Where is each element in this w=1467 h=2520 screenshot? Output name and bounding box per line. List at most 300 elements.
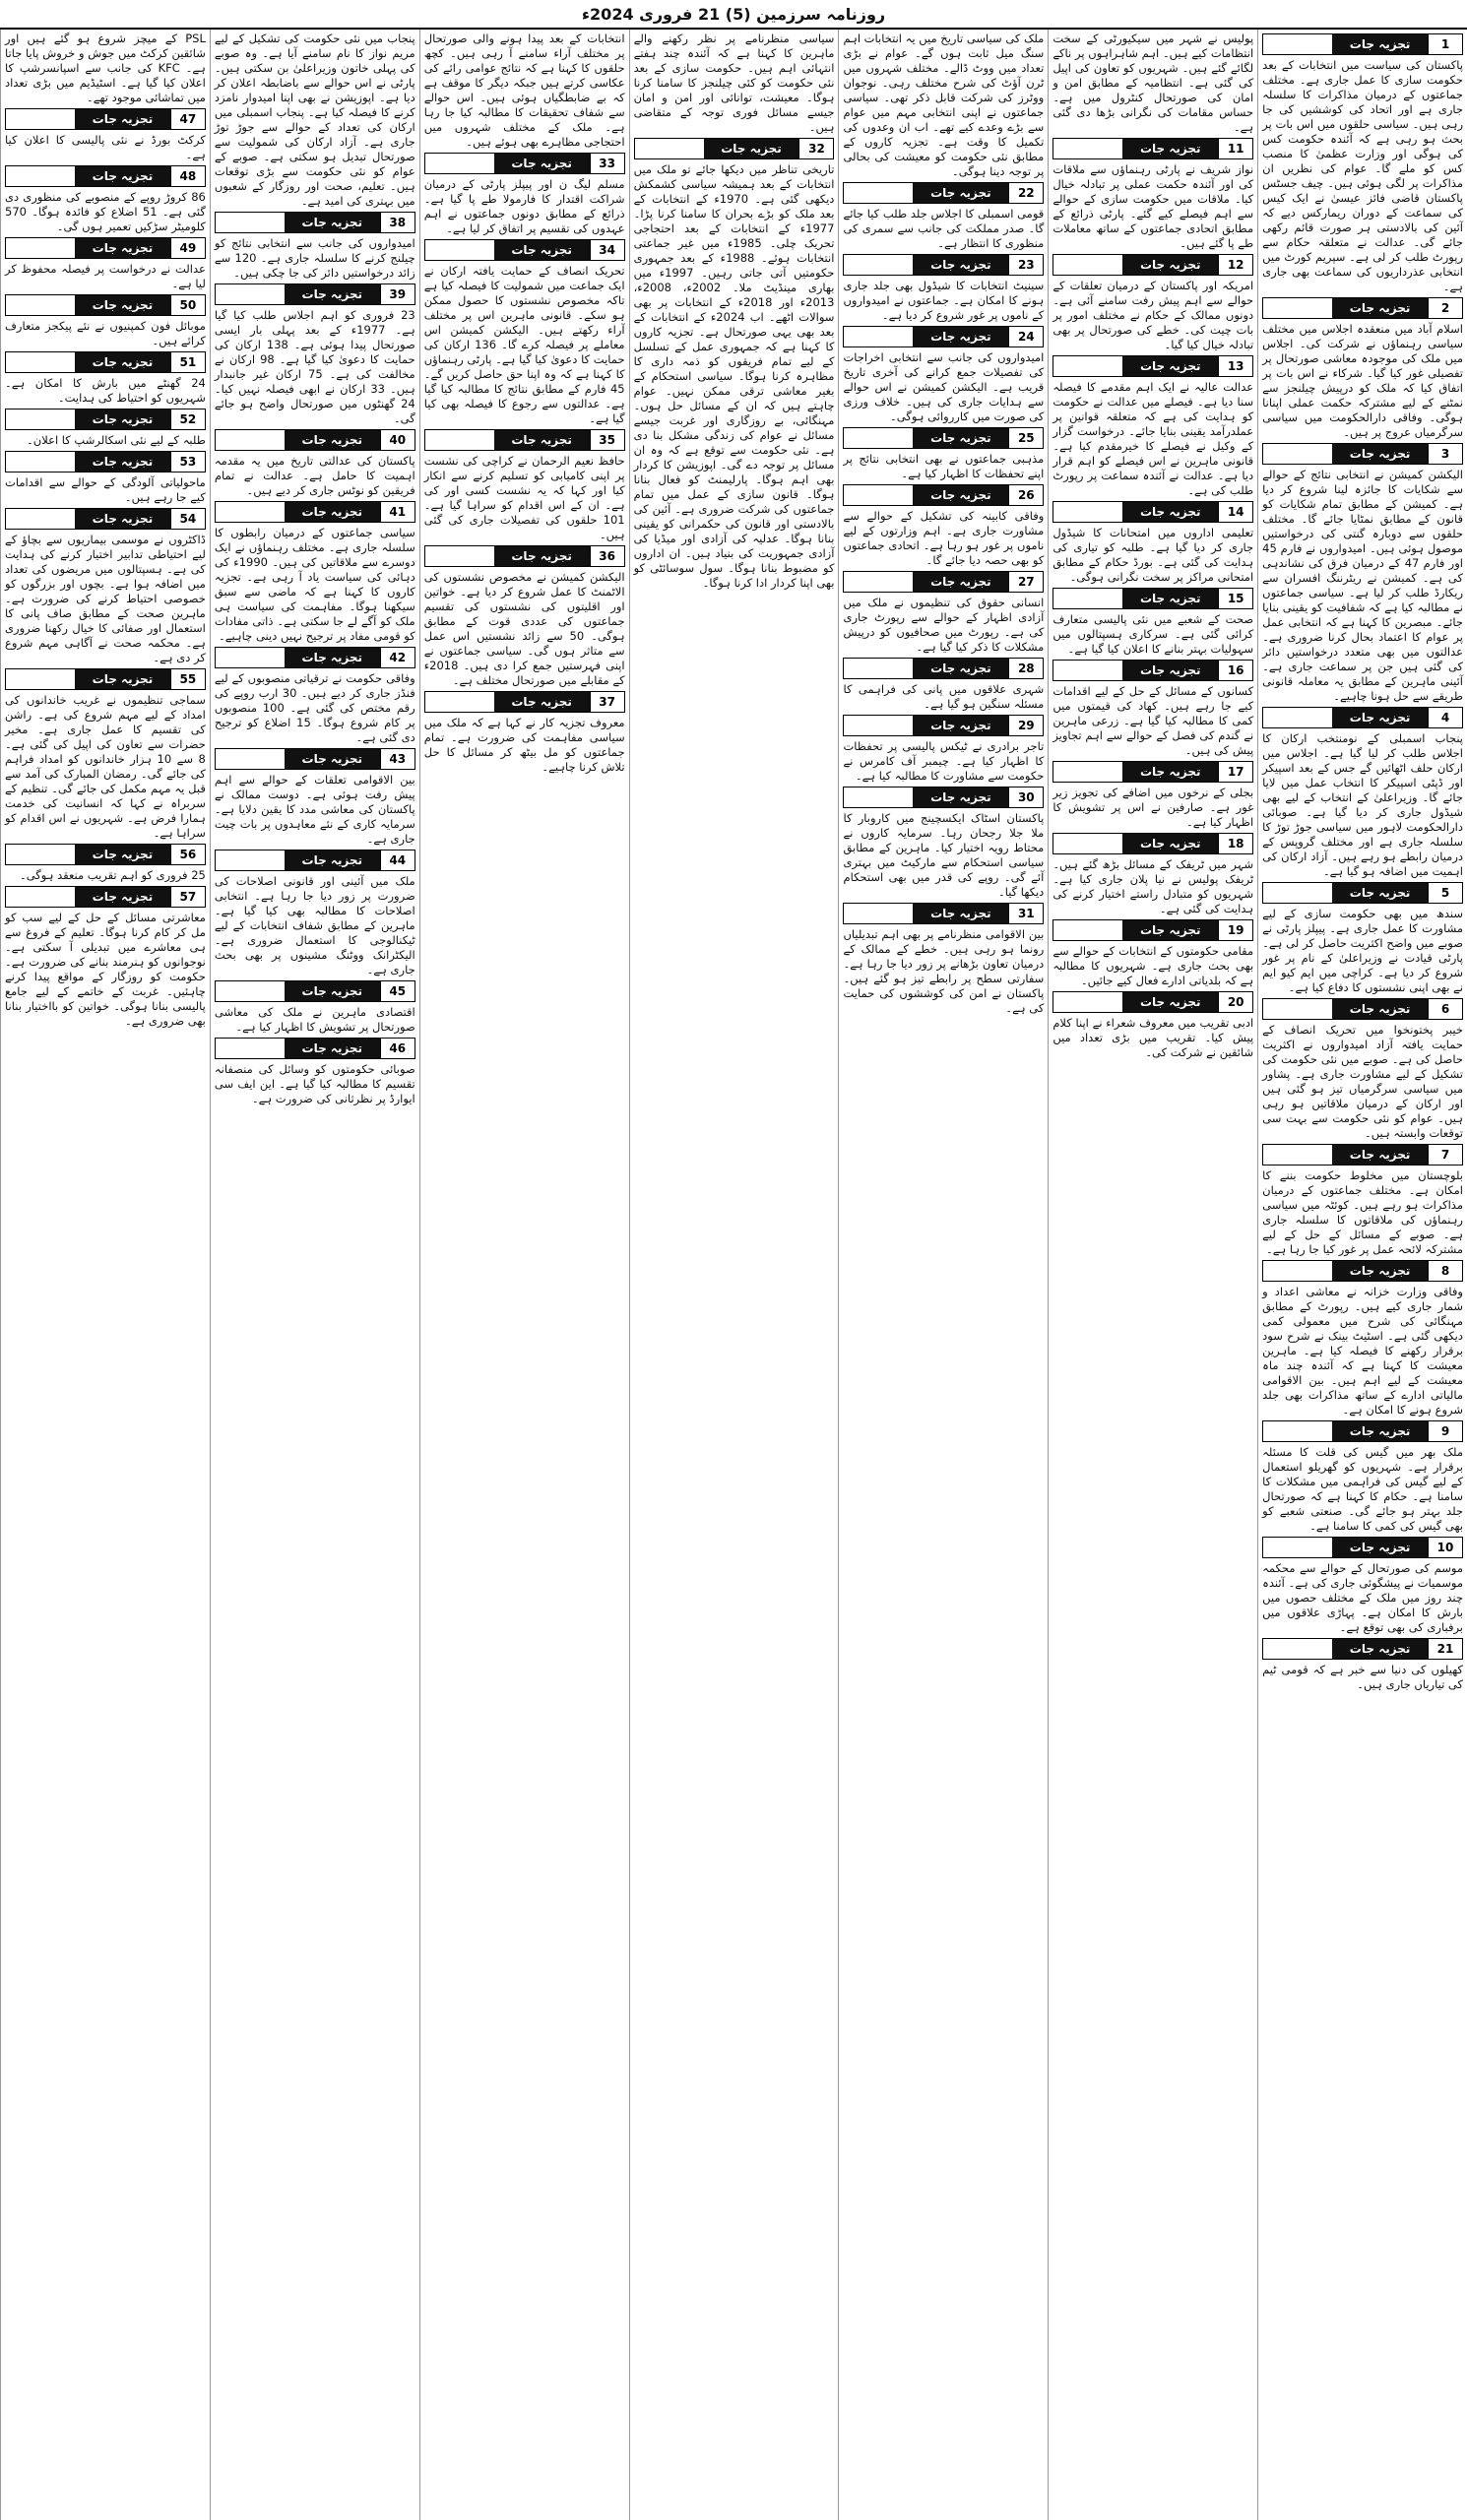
article-section-label: تجزیہ جات — [1122, 920, 1218, 940]
article-section-label: تجزیہ جات — [1122, 992, 1218, 1012]
article-number: 23 — [1008, 255, 1043, 275]
article-item — [1052, 32, 1253, 135]
header-spacer — [1263, 34, 1332, 54]
article-header — [424, 239, 625, 261]
header-spacer — [1263, 1261, 1332, 1281]
article-item — [843, 658, 1044, 712]
article-section-label: تجزیہ جات — [75, 352, 170, 372]
article-section-label: تجزیہ جات — [75, 509, 170, 529]
article-number: 5 — [1428, 883, 1462, 903]
article-item — [1262, 1420, 1463, 1534]
header-spacer — [6, 669, 75, 689]
article-body: بین الاقوامی تعلقات کے حوالے سے اہم پیش رفت ہوئی ہے۔ دوست ممالک نے پاکستان کی معاشی مدد کا یقین دلایا ہے۔ سرمایہ کاری کے نئے معاہدوں پر بات چیت جاری ہے۔ — [214, 773, 415, 846]
article-number: 53 — [170, 452, 205, 472]
article-header — [1052, 501, 1253, 523]
article-number: 26 — [1008, 485, 1043, 505]
article-section-label: تجزیہ جات — [1332, 1538, 1428, 1557]
article-number: 33 — [590, 154, 624, 173]
article-item — [424, 691, 625, 775]
article-number: 3 — [1428, 444, 1462, 464]
header-spacer — [6, 352, 75, 372]
article-body: نواز شریف نے پارٹی رہنماؤں سے ملاقات کی اور آئندہ حکمت عملی پر تبادلہ خیال کیا۔ ملاقات میں حکومت سازی کے حوالے سے اہم فیصلے کیے گئے۔ پارٹی ذرائع کے مطابق اتحادی جماعتوں کے ساتھ معاملات طے پا گئے ہیں۔ — [1052, 162, 1254, 250]
article-number: 46 — [380, 1039, 415, 1058]
article-section-label: تجزیہ جات — [1332, 999, 1428, 1019]
header-spacer — [6, 166, 75, 186]
header-spacer — [1263, 883, 1332, 903]
article-section-label: تجزیہ جات — [494, 692, 590, 712]
article-section-label: تجزیہ جات — [1122, 834, 1218, 853]
article-column — [838, 30, 1048, 2520]
article-section-label: تجزیہ جات — [75, 166, 170, 186]
article-header — [843, 658, 1044, 679]
header-spacer — [216, 502, 285, 522]
article-item — [843, 182, 1044, 251]
article-number: 14 — [1218, 502, 1252, 522]
article-body: بلوچستان میں مخلوط حکومت بننے کا امکان ہے۔ مختلف جماعتوں کے درمیان مذاکرات ہو رہے ہیں۔ کوئٹہ میں سیاسی رہنماؤں کی ملاقاتوں کا سلسلہ جاری ہے۔ صوبے کے مسائل کے حل کے لیے مشترکہ لائحہ عمل پر غور کیا جا رہا ہے۔ — [1262, 1168, 1463, 1256]
article-number: 15 — [1218, 589, 1252, 608]
article-header — [843, 787, 1044, 808]
article-body: PSL کے میچز شروع ہو گئے ہیں اور شائقین کرکٹ میں جوش و خروش پایا جاتا ہے۔ KFC کی جانب سے اسپانسرشپ کا اعلان کیا گیا ہے۔ اسٹیڈیم میں بڑی تعداد میں تماشائی موجود تھے۔ — [5, 32, 206, 104]
article-section-label: تجزیہ جات — [913, 904, 1008, 923]
article-number: 45 — [380, 981, 415, 1001]
article-section-label: تجزیہ جات — [285, 284, 380, 304]
article-header — [843, 254, 1044, 276]
article-section-label: تجزیہ جات — [913, 327, 1008, 346]
header-spacer — [425, 692, 494, 712]
article-header — [1052, 588, 1253, 609]
article-section-label: تجزیہ جات — [75, 845, 170, 864]
article-item — [1052, 355, 1253, 498]
article-number: 6 — [1428, 999, 1462, 1019]
article-item — [1262, 707, 1463, 879]
header-spacer — [844, 327, 913, 346]
article-number: 50 — [170, 295, 205, 315]
article-header — [843, 484, 1044, 506]
article-section-label: تجزیہ جات — [285, 213, 380, 232]
article-header — [5, 237, 206, 259]
article-item — [1052, 761, 1253, 830]
article-item — [1262, 1260, 1463, 1418]
article-item — [1262, 1638, 1463, 1692]
article-header — [215, 748, 415, 770]
article-body: عدالت نے درخواست پر فیصلہ محفوظ کر لیا ہے۔ — [5, 262, 206, 290]
header-spacer — [1053, 255, 1122, 275]
article-body: 86 کروڑ روپے کے منصوبے کی منظوری دی گئی ہے۔ 51 اضلاع کو فائدہ ہوگا۔ 570 کلومیٹر سڑکیں تعمیر ہوں گی۔ — [5, 190, 206, 233]
header-spacer — [6, 295, 75, 315]
article-section-label: تجزیہ جات — [75, 238, 170, 258]
header-spacer — [6, 845, 75, 864]
article-section-label: تجزیہ جات — [1122, 139, 1218, 158]
header-spacer — [6, 109, 75, 129]
article-section-label: تجزیہ جات — [1332, 1145, 1428, 1165]
article-body: مقامی حکومتوں کے انتخابات کے حوالے سے بھی بحث جاری ہے۔ شہریوں کا مطالبہ ہے کہ بلدیاتی ادارے فعال کیے جائیں۔ — [1052, 944, 1254, 987]
article-header — [5, 451, 206, 472]
article-item — [1052, 588, 1253, 657]
article-item — [843, 787, 1044, 900]
article-section-label: تجزیہ جات — [75, 295, 170, 315]
article-item — [5, 508, 206, 665]
article-number: 35 — [590, 430, 624, 450]
header-spacer — [844, 255, 913, 275]
header-spacer — [1053, 762, 1122, 782]
header-spacer — [635, 139, 704, 158]
article-header — [5, 844, 206, 865]
article-body: تاجر برادری نے ٹیکس پالیسی پر تحفظات کا اظہار کیا ہے۔ چیمبر آف کامرس نے حکومت سے مشاورت کا مطالبہ کیا ہے۔ — [843, 739, 1045, 783]
header-spacer — [6, 887, 75, 907]
header-spacer — [1053, 920, 1122, 940]
header-spacer — [6, 509, 75, 529]
article-header — [1262, 1537, 1463, 1558]
article-number: 44 — [380, 850, 415, 870]
article-body: ماحولیاتی آلودگی کے حوالے سے اقدامات کیے جا رہے ہیں۔ — [5, 475, 206, 504]
article-body: معاشرتی مسائل کے حل کے لیے سب کو مل کر کام کرنا ہوگا۔ تعلیم کے فروغ سے ہی معاشرے میں تبدیلی آ سکتی ہے۔ نوجوانوں کو ہنرمند بنانے کی ضرورت ہے۔ حکومت کو روزگار کے مواقع پیدا کرنے چاہئیں۔ غربت کے خاتمے کے لیے جامع پالیسی بنانا ہوگی۔ خواتین کو بااختیار بنانا بھی ضروری ہے۔ — [5, 911, 206, 1028]
article-item — [215, 32, 415, 209]
article-item — [215, 212, 415, 281]
article-body: وفاقی کابینہ کی تشکیل کے حوالے سے مشاورت جاری ہے۔ اہم وزارتوں کے لیے ناموں پر غور ہو رہا ہے۔ اتحادی جماعتوں کو بھی حصہ دیا جائے گا۔ — [843, 509, 1045, 567]
article-item — [634, 138, 835, 591]
article-item — [843, 903, 1044, 1016]
header-spacer — [844, 183, 913, 203]
article-item — [634, 32, 835, 135]
article-section-label: تجزیہ جات — [1122, 661, 1218, 680]
article-header — [843, 715, 1044, 736]
article-column — [0, 30, 210, 2520]
article-header — [215, 284, 415, 305]
article-body: حافظ نعیم الرحمان نے کراچی کی نشست پر اپنی کامیابی کو تسلیم کرنے سے انکار کیا اور کہا کہ یہ نشست کسی اور کی ہے۔ ان کے اس اقدام کو سراہا گیا ہے۔ 101 حلقوں کی تفصیلات جاری کی گئی ہیں۔ — [423, 454, 625, 541]
article-header — [1052, 833, 1253, 854]
article-item — [1052, 919, 1253, 988]
article-item — [424, 153, 625, 236]
article-body: ادبی تقریب میں معروف شعراء نے اپنا کلام پیش کیا۔ تقریب میں بڑی تعداد میں شائقین نے شرکت کی۔ — [1052, 1016, 1254, 1059]
article-number: 41 — [380, 502, 415, 522]
article-item — [1262, 297, 1463, 440]
article-number: 22 — [1008, 183, 1043, 203]
article-item — [5, 237, 206, 291]
header-spacer — [216, 648, 285, 667]
article-header — [1262, 443, 1463, 465]
article-body: عدالت عالیہ نے ایک اہم مقدمے کا فیصلہ سنا دیا ہے۔ فیصلے میں عدالت نے حکومت کو ہدایت کی ہے کہ متعلقہ قوانین پر عملدرآمد یقینی بنایا جائے۔ درخواست گزار کے وکیل نے فیصلے کا خیرمقدم کیا ہے۔ قانونی ماہرین نے اس فیصلے کو اہم قرار دیا ہے۔ عدالت نے آئندہ سماعت پر رپورٹ طلب کی ہے۔ — [1052, 380, 1254, 497]
header-spacer — [1053, 661, 1122, 680]
article-item — [215, 647, 415, 745]
article-number: 25 — [1008, 428, 1043, 448]
article-body: بین الاقوامی منظرنامے پر بھی اہم تبدیلیاں رونما ہو رہی ہیں۔ خطے کے ممالک کے درمیان تعاون بڑھانے پر زور دیا جا رہا ہے۔ سفارتی سطح پر رابطے تیز ہو گئے ہیں۔ پاکستان نے امن کی کوششوں کی حمایت کی ہے۔ — [843, 927, 1045, 1015]
article-number: 2 — [1428, 298, 1462, 318]
article-section-label: تجزیہ جات — [1122, 502, 1218, 522]
article-item — [424, 545, 625, 688]
header-spacer — [425, 240, 494, 260]
article-number: 36 — [590, 546, 624, 566]
article-header — [215, 850, 415, 871]
article-item — [1262, 882, 1463, 995]
article-column — [1257, 30, 1467, 2520]
article-item — [1262, 1144, 1463, 1257]
newspaper-page — [0, 30, 1467, 2520]
article-section-label: تجزیہ جات — [1332, 1421, 1428, 1441]
article-item — [1052, 991, 1253, 1060]
article-body: امیدواروں کی جانب سے انتخابی اخراجات کی تفصیلات جمع کرانے کی آخری تاریخ قریب ہے۔ الیکشن کمیشن نے اس حوالے سے ہدایات جاری کی ہیں۔ خلاف ورزی کی صورت میں کارروائی ہوگی۔ — [843, 350, 1045, 423]
article-number: 34 — [590, 240, 624, 260]
article-body: سیاسی منظرنامے پر نظر رکھنے والے ماہرین کا کہنا ہے کہ آئندہ چند ہفتے انتہائی اہم ہیں۔ حکومت سازی کے بعد نئی حکومت کو کئی چیلنجز کا سامنا کرنا ہوگا۔ معیشت، توانائی اور امن و امان جیسے مسائل فوری توجہ کے متقاضی ہیں۔ — [633, 32, 835, 134]
article-number: 56 — [170, 845, 205, 864]
article-section-label: تجزیہ جات — [75, 109, 170, 129]
article-item — [843, 427, 1044, 481]
article-number: 32 — [798, 139, 833, 158]
article-body: خیبر پختونخوا میں تحریک انصاف کے حمایت یافتہ آزاد امیدواروں نے اکثریت حاصل کی ہے۔ صوبے میں نئی حکومت کی تشکیل کے لیے مشاورت جاری ہے۔ پشاور میں سیاسی سرگرمیاں تیز ہو گئی ہیں اور ارکان کے درمیان ملاقاتیں ہو رہی ہیں۔ عوام کو نئی حکومت سے بہت سی توقعات وابستہ ہیں۔ — [1262, 1023, 1463, 1140]
article-item — [1052, 660, 1253, 758]
article-number: 52 — [170, 410, 205, 429]
article-number: 38 — [380, 213, 415, 232]
article-body: سندھ میں بھی حکومت سازی کے لیے مشاورت کا عمل جاری ہے۔ پیپلز پارٹی نے صوبے میں واضح اکثریت حاصل کر لی ہے۔ پارٹی قیادت نے وزیراعلیٰ کے نام پر غور شروع کر دیا ہے۔ کراچی میں ایم کیو ایم نے بھی اپنی نشستوں کا دفاع کیا ہے۔ — [1262, 907, 1463, 994]
header-spacer — [1263, 298, 1332, 318]
article-section-label: تجزیہ جات — [285, 749, 380, 769]
article-section-label: تجزیہ جات — [913, 788, 1008, 807]
header-spacer — [1263, 1538, 1332, 1557]
article-item — [5, 108, 206, 162]
article-body: امیدواروں کی جانب سے انتخابی نتائج کو چیلنج کرنے کا سلسلہ جاری ہے۔ 120 سے زائد درخواستیں دائر کی جا چکی ہیں۔ — [214, 236, 415, 280]
article-number: 9 — [1428, 1421, 1462, 1441]
article-item — [1262, 998, 1463, 1141]
article-item — [5, 165, 206, 234]
article-body: الیکشن کمیشن نے مخصوص نشستوں کی الاٹمنٹ کا عمل شروع کر دیا ہے۔ خواتین اور اقلیتوں کی نشستوں کی تقسیم جماعتوں کی عددی قوت کے مطابق ہوگی۔ 50 سے زائد نشستیں اس عمل سے متاثر ہوں گی۔ سیاسی جماعتوں نے اپنی فہرستیں جمع کرا دی ہیں۔ 2018ء کے مقابلے میں صورتحال مختلف ہے۔ — [423, 570, 625, 687]
article-item — [215, 1038, 415, 1106]
article-number: 17 — [1218, 762, 1252, 782]
article-body: پنجاب اسمبلی کے نومنتخب ارکان کا اجلاس طلب کر لیا گیا ہے۔ اجلاس میں ارکان حلف اٹھائیں گے جس کے بعد اسپیکر اور ڈپٹی اسپیکر کا انتخاب عمل میں لایا جائے گا۔ وزیراعلیٰ کے انتخاب کے لیے بھی شیڈول جاری کر دیا گیا ہے۔ صوبائی دارالحکومت لاہور میں سیاسی جوڑ توڑ کا سلسلہ جاری ہے اور مختلف گروپس کے درمیان رابطے ہو رہے ہیں۔ آزاد ارکان کی اہمیت میں اضافہ ہو گیا ہے۔ — [1262, 731, 1463, 878]
article-header — [5, 886, 206, 908]
article-body: قومی اسمبلی کا اجلاس جلد طلب کیا جائے گا۔ صدر مملکت کی جانب سے سمری کی منظوری کا انتظار ہے۔ — [843, 207, 1045, 250]
article-number: 28 — [1008, 659, 1043, 678]
article-section-label: تجزیہ جات — [913, 183, 1008, 203]
article-number: 54 — [170, 509, 205, 529]
header-spacer — [844, 572, 913, 592]
article-item — [5, 351, 206, 406]
article-item — [5, 32, 206, 105]
article-header — [1262, 998, 1463, 1020]
article-section-label: تجزیہ جات — [1332, 1639, 1428, 1659]
article-number: 43 — [380, 749, 415, 769]
article-header — [215, 1038, 415, 1059]
article-section-label: تجزیہ جات — [913, 255, 1008, 275]
header-spacer — [1053, 589, 1122, 608]
header-spacer — [1263, 1145, 1332, 1165]
article-body: پاکستان کی سیاست میں انتخابات کے بعد حکومت سازی کا عمل جاری ہے۔ مختلف جماعتوں کے درمیان مذاکرات کا سلسلہ جاری ہے اور اتحاد کی کوششیں کی جا رہی ہیں۔ سیاسی حلقوں میں اس بات پر بحث ہو رہی ہے کہ آئندہ حکومت کس کی ہوگی اور وزارت عظمیٰ کا منصب کس کو ملے گا۔ عوام کی نظریں ان مذاکرات پر لگی ہوئی ہیں۔ چیف جسٹس پاکستان قاضی فائز عیسیٰ نے ایک کیس کی سماعت کے دوران ریمارکس دیے کہ آئین کی بالادستی ہر صورت قائم رکھی جائے گی۔ عدالت نے متعلقہ حکام سے رپورٹ طلب کر لی ہے۔ سپریم کورٹ میں انتخابی عذرداریوں کی سماعت بھی جاری ہے۔ — [1262, 58, 1463, 293]
article-item — [1262, 443, 1463, 704]
article-header — [1262, 882, 1463, 904]
article-body: ملک کی سیاسی تاریخ میں یہ انتخابات اہم سنگ میل ثابت ہوں گے۔ عوام نے بڑی تعداد میں ووٹ ڈالے۔ مختلف شہروں میں ٹرن آؤٹ کی شرح مختلف رہی۔ نوجوان ووٹرز کی شرکت قابل ذکر تھی۔ سیاسی جماعتوں نے اپنی انتخابی مہم میں عوام سے بڑے وعدے کیے تھے۔ اب ان وعدوں کی تکمیل کا وقت ہے۔ تجزیہ کاروں کے مطابق نئی حکومت کو معیشت کی بحالی پر توجہ دینا ہوگی۔ — [843, 32, 1045, 178]
article-section-label: تجزیہ جات — [75, 669, 170, 689]
article-section-label: تجزیہ جات — [75, 887, 170, 907]
header-spacer — [6, 452, 75, 472]
article-item — [215, 501, 415, 644]
article-header — [5, 165, 206, 187]
article-header — [215, 212, 415, 233]
article-number: 18 — [1218, 834, 1252, 853]
article-body: 23 فروری کو اہم اجلاس طلب کیا گیا ہے۔ 1977ء کے بعد پہلی بار ایسی صورتحال پیدا ہوئی ہے۔ 138 ارکان کی حمایت کا دعویٰ کیا گیا ہے۔ 98 ارکان نے مخالفت کی ہے۔ 75 ارکان غیر جانبدار ہیں۔ 33 ارکان نے ابھی فیصلہ نہیں کیا۔ 24 گھنٹوں میں صورتحال واضح ہو جائے گی۔ — [214, 308, 415, 425]
article-item — [5, 451, 206, 505]
page-masthead: روزنامہ سرزمین (5) 21 فروری 2024ء — [0, 0, 1467, 30]
header-spacer — [6, 410, 75, 429]
article-number: 57 — [170, 887, 205, 907]
header-spacer — [1263, 1639, 1332, 1659]
article-body: شہری علاقوں میں پانی کی فراہمی کا مسئلہ سنگین ہو گیا ہے۔ — [843, 682, 1045, 711]
header-spacer — [425, 546, 494, 566]
article-item — [215, 850, 415, 977]
header-spacer — [844, 788, 913, 807]
article-header — [1052, 919, 1253, 941]
article-item — [1052, 254, 1253, 352]
article-body: تحریک انصاف کے حمایت یافتہ ارکان نے ایک جماعت میں شمولیت کا فیصلہ کیا ہے تاکہ مخصوص نشستوں کا حصول ممکن ہو سکے۔ قانونی ماہرین اس پر مختلف آراء رکھتے ہیں۔ الیکشن کمیشن اس معاملے پر فیصلہ کرے گا۔ 136 ارکان کی حمایت کا دعویٰ کیا گیا ہے۔ پارٹی رہنماؤں کا کہنا ہے کہ وہ اپنا حق حاصل کریں گے۔ 45 فارم کے مطابق نتائج کا مطالبہ کیا گیا ہے۔ عدالتوں سے رجوع کا فیصلہ بھی کیا گیا ہے۔ — [423, 264, 625, 425]
article-number: 1 — [1428, 34, 1462, 54]
article-item — [215, 748, 415, 847]
article-item — [843, 484, 1044, 568]
article-section-label: تجزیہ جات — [1122, 762, 1218, 782]
article-number: 7 — [1428, 1145, 1462, 1165]
article-section-label: تجزیہ جات — [913, 659, 1008, 678]
article-section-label: تجزیہ جات — [285, 430, 380, 450]
article-number: 12 — [1218, 255, 1252, 275]
article-item — [5, 294, 206, 348]
article-item — [424, 429, 625, 542]
article-header — [843, 903, 1044, 924]
header-spacer — [1053, 834, 1122, 853]
article-body: صوبائی حکومتوں کو وسائل کی منصفانہ تقسیم کا مطالبہ کیا گیا ہے۔ این ایف سی ایوارڈ پر نظرثانی کی ضرورت ہے۔ — [214, 1062, 415, 1105]
article-number: 31 — [1008, 904, 1043, 923]
article-item — [215, 429, 415, 498]
article-number: 55 — [170, 669, 205, 689]
article-header — [1262, 1638, 1463, 1660]
article-body: پاکستان کی عدالتی تاریخ میں یہ مقدمہ اہمیت کا حامل ہے۔ عدالت نے تمام فریقین کو نوٹس جاری کر دیے ہیں۔ — [214, 454, 415, 497]
article-body: اقتصادی ماہرین نے ملک کی معاشی صورتحال پر تشویش کا اظہار کیا ہے۔ — [214, 1005, 415, 1034]
article-number: 4 — [1428, 708, 1462, 727]
article-section-label: تجزیہ جات — [285, 981, 380, 1001]
header-spacer — [844, 716, 913, 735]
article-item — [424, 32, 625, 150]
article-header — [1052, 355, 1253, 377]
article-number: 40 — [380, 430, 415, 450]
article-body: موبائل فون کمپنیوں نے نئے پیکجز متعارف کرائے ہیں۔ — [5, 319, 206, 347]
article-number: 19 — [1218, 920, 1252, 940]
article-number: 47 — [170, 109, 205, 129]
article-section-label: تجزیہ جات — [1332, 883, 1428, 903]
article-section-label: تجزیہ جات — [1122, 356, 1218, 376]
header-spacer — [216, 749, 285, 769]
article-header — [1262, 707, 1463, 728]
article-item — [843, 715, 1044, 784]
article-section-label: تجزیہ جات — [1332, 1261, 1428, 1281]
article-body: انسانی حقوق کی تنظیموں نے ملک میں آزادی اظہار کے حوالے سے رپورٹ جاری کی ہے۔ رپورٹ میں صحافیوں کو درپیش مشکلات کا ذکر کیا گیا ہے۔ — [843, 596, 1045, 654]
article-section-label: تجزیہ جات — [913, 428, 1008, 448]
article-number: 10 — [1428, 1538, 1462, 1557]
article-number: 48 — [170, 166, 205, 186]
article-header — [843, 326, 1044, 347]
article-header — [1052, 254, 1253, 276]
article-column — [629, 30, 839, 2520]
header-spacer — [216, 1039, 285, 1058]
article-body: ڈاکٹروں نے موسمی بیماریوں سے بچاؤ کے لیے احتیاطی تدابیر اختیار کرنے کی ہدایت کی ہے۔ ہسپتالوں میں مریضوں کی تعداد میں اضافہ ہوا ہے۔ بچوں اور بزرگوں کو خصوصی احتیاط کرنے کی ضرورت ہے۔ ماہرین صحت کے مطابق صاف پانی کا استعمال اور صفائی کا خیال رکھنا ضروری ہے۔ محکمہ صحت نے آگاہی مہم شروع کر دی ہے۔ — [5, 533, 206, 664]
article-header — [424, 429, 625, 451]
article-header — [1052, 991, 1253, 1013]
header-spacer — [1053, 139, 1122, 158]
article-section-label: تجزیہ جات — [285, 502, 380, 522]
header-spacer — [216, 430, 285, 450]
header-spacer — [1263, 999, 1332, 1019]
article-number: 24 — [1008, 327, 1043, 346]
article-item — [843, 571, 1044, 655]
article-body: وفاقی وزارت خزانہ نے معاشی اعداد و شمار جاری کیے ہیں۔ رپورٹ کے مطابق مہنگائی کی شرح میں معمولی کمی دیکھی گئی ہے۔ اسٹیٹ بینک نے شرح سود برقرار رکھنے کا فیصلہ کیا ہے۔ ماہرین معیشت کا کہنا ہے کہ آئندہ چند ماہ معیشت کے لیے اہم ہیں۔ بین الاقوامی مالیاتی ادارے کے ساتھ مذاکرات بھی جلد شروع ہونے کا امکان ہے۔ — [1262, 1285, 1463, 1417]
header-spacer — [1263, 1421, 1332, 1441]
article-section-label: تجزیہ جات — [913, 485, 1008, 505]
article-body: شہر میں ٹریفک کے مسائل بڑھ گئے ہیں۔ ٹریفک پولیس نے نیا پلان جاری کیا ہے۔ شہریوں کو متبادل راستے اختیار کرنے کی ہدایت کی گئی ہے۔ — [1052, 857, 1254, 915]
article-body: کسانوں کے مسائل کے حل کے لیے اقدامات کیے جا رہے ہیں۔ کھاد کی قیمتوں میں کمی کا مطالبہ کیا گیا ہے۔ زرعی ماہرین نے گندم کی فصل کے حوالے سے اہم تجاویز پیش کی ہیں۔ — [1052, 684, 1254, 757]
article-body: مذہبی جماعتوں نے بھی انتخابی نتائج پر اپنے تحفظات کا اظہار کیا ہے۔ — [843, 452, 1045, 480]
article-header — [1262, 1260, 1463, 1282]
article-body: کھیلوں کی دنیا سے خبر ہے کہ قومی ٹیم کی تیاریاں جاری ہیں۔ — [1262, 1663, 1463, 1691]
article-body: مسلم لیگ ن اور پیپلز پارٹی کے درمیان شراکت اقتدار کا فارمولا طے پا گیا ہے۔ ذرائع کے مطابق دونوں جماعتوں نے اہم عہدوں کی تقسیم پر اتفاق کر لیا ہے۔ — [423, 177, 625, 235]
header-spacer — [844, 485, 913, 505]
header-spacer — [216, 284, 285, 304]
article-item — [424, 239, 625, 426]
article-header — [5, 351, 206, 373]
article-body: ملک میں آئینی اور قانونی اصلاحات کی ضرورت پر زور دیا جا رہا ہے۔ انتخابی اصلاحات کا مطالبہ بھی کیا گیا ہے۔ ماہرین کے مطابق شفاف انتخابات کے لیے ٹیکنالوجی کا استعمال ضروری ہے۔ الیکٹرانک ووٹنگ مشینوں پر بھی بحث جاری ہے۔ — [214, 874, 415, 976]
article-header — [424, 153, 625, 174]
article-body: تعلیمی اداروں میں امتحانات کا شیڈول جاری کر دیا گیا ہے۔ طلبہ کو تیاری کی ہدایت کی گئی ہے۔ بورڈ حکام کے مطابق امتحانی مراکز پر سخت نگرانی ہوگی۔ — [1052, 526, 1254, 584]
header-spacer — [216, 850, 285, 870]
article-body: امریکہ اور پاکستان کے درمیان تعلقات کے حوالے سے اہم پیش رفت سامنے آئی ہے۔ دونوں ممالک کے حکام نے مختلف امور پر بات چیت کی۔ خطے کی صورتحال پر بھی تبادلہ خیال کیا گیا۔ — [1052, 279, 1254, 351]
header-spacer — [1053, 992, 1122, 1012]
article-header — [1262, 297, 1463, 319]
header-spacer — [216, 981, 285, 1001]
article-body: وفاقی حکومت نے ترقیاتی منصوبوں کے لیے فنڈز جاری کر دیے ہیں۔ 30 ارب روپے کی رقم مختص کی گئی ہے۔ 100 منصوبوں پر کام شروع ہوگا۔ 15 اضلاع کو ترجیح دی گئی ہے۔ — [214, 671, 415, 744]
header-spacer — [844, 659, 913, 678]
header-spacer — [6, 238, 75, 258]
article-header — [1262, 1420, 1463, 1442]
article-number: 39 — [380, 284, 415, 304]
header-spacer — [844, 904, 913, 923]
article-body: 24 گھنٹے میں بارش کا امکان ہے۔ شہریوں کو احتیاط کی ہدایت۔ — [5, 376, 206, 405]
article-section-label: تجزیہ جات — [494, 154, 590, 173]
article-section-label: تجزیہ جات — [1332, 298, 1428, 318]
article-header — [5, 294, 206, 316]
article-section-label: تجزیہ جات — [913, 572, 1008, 592]
header-spacer — [216, 213, 285, 232]
article-number: 8 — [1428, 1261, 1462, 1281]
article-section-label: تجزیہ جات — [75, 410, 170, 429]
article-number: 21 — [1428, 1639, 1462, 1659]
article-body: پنجاب میں نئی حکومت کی تشکیل کے لیے مریم نواز کا نام سامنے آیا ہے۔ وہ صوبے کی پہلی خاتون وزیراعلیٰ بن سکتی ہیں۔ پارٹی نے اس حوالے سے باضابطہ اعلان کر دیا ہے۔ اپوزیشن نے بھی اپنا امیدوار نامزد کرنے کا فیصلہ کیا ہے۔ پنجاب اسمبلی میں ارکان کی تعداد کے حوالے سے جوڑ توڑ جاری ہے۔ آزاد ارکان کی شمولیت سے صورتحال تبدیل ہو سکتی ہے۔ صوبے کے عوام کو نئی حکومت سے بڑی توقعات ہیں۔ تعلیم، صحت اور روزگار کے شعبوں میں بہتری کی امید ہے۔ — [214, 32, 415, 208]
article-number: 16 — [1218, 661, 1252, 680]
article-body: ملک بھر میں گیس کی قلت کا مسئلہ برقرار ہے۔ شہریوں کو گھریلو استعمال کے لیے گیس کی فراہمی میں مشکلات کا سامنا ہے۔ حکام کا کہنا ہے کہ صورتحال جلد بہتر ہو جائے گی۔ صنعتی شعبے کو بھی گیس کی کمی کا سامنا ہے۔ — [1262, 1445, 1463, 1533]
article-item — [5, 668, 206, 841]
article-header — [215, 980, 415, 1002]
article-item — [1262, 1537, 1463, 1635]
article-column — [419, 30, 629, 2520]
article-header — [5, 508, 206, 530]
article-column — [1048, 30, 1257, 2520]
article-section-label: تجزیہ جات — [285, 850, 380, 870]
article-body: الیکشن کمیشن نے انتخابی نتائج کے حوالے سے شکایات کا جائزہ لینا شروع کر دیا ہے۔ کمیشن کے مطابق تمام شکایات کو قانون کے مطابق نمٹایا جائے گا۔ مختلف حلقوں سے دوبارہ گنتی کی درخواستیں موصول ہوئی ہیں۔ امیدواروں نے فارم 45 اور فارم 47 کے درمیان فرق کی نشاندہی کی ہے۔ کمیشن نے ریٹرننگ افسران سے ریکارڈ طلب کر لیا ہے۔ سیاسی جماعتوں نے مطالبہ کیا ہے کہ شفافیت کو یقینی بنایا جائے۔ مبصرین کا کہنا ہے کہ انتخابی عمل پر عوام کا اعتماد بحال کرنا ضروری ہے۔ عدالتوں میں بھی متعدد درخواستیں دائر کی گئی ہیں جن پر سماعت جاری ہے۔ آئینی ماہرین کے مطابق یہ معاملہ قانونی طریقے سے حل ہونا چاہیے۔ — [1262, 468, 1463, 703]
article-number: 49 — [170, 238, 205, 258]
header-spacer — [1263, 444, 1332, 464]
article-number: 30 — [1008, 788, 1043, 807]
article-item — [1052, 138, 1253, 251]
article-header — [5, 108, 206, 130]
article-number: 20 — [1218, 992, 1252, 1012]
article-header — [424, 691, 625, 713]
article-body: طلبہ کے لیے نئی اسکالرشپ کا اعلان۔ — [27, 433, 206, 447]
article-header — [215, 429, 415, 451]
article-number: 42 — [380, 648, 415, 667]
article-body: 25 فروری کو اہم تقریب منعقد ہوگی۔ — [19, 868, 206, 882]
article-item — [843, 254, 1044, 323]
